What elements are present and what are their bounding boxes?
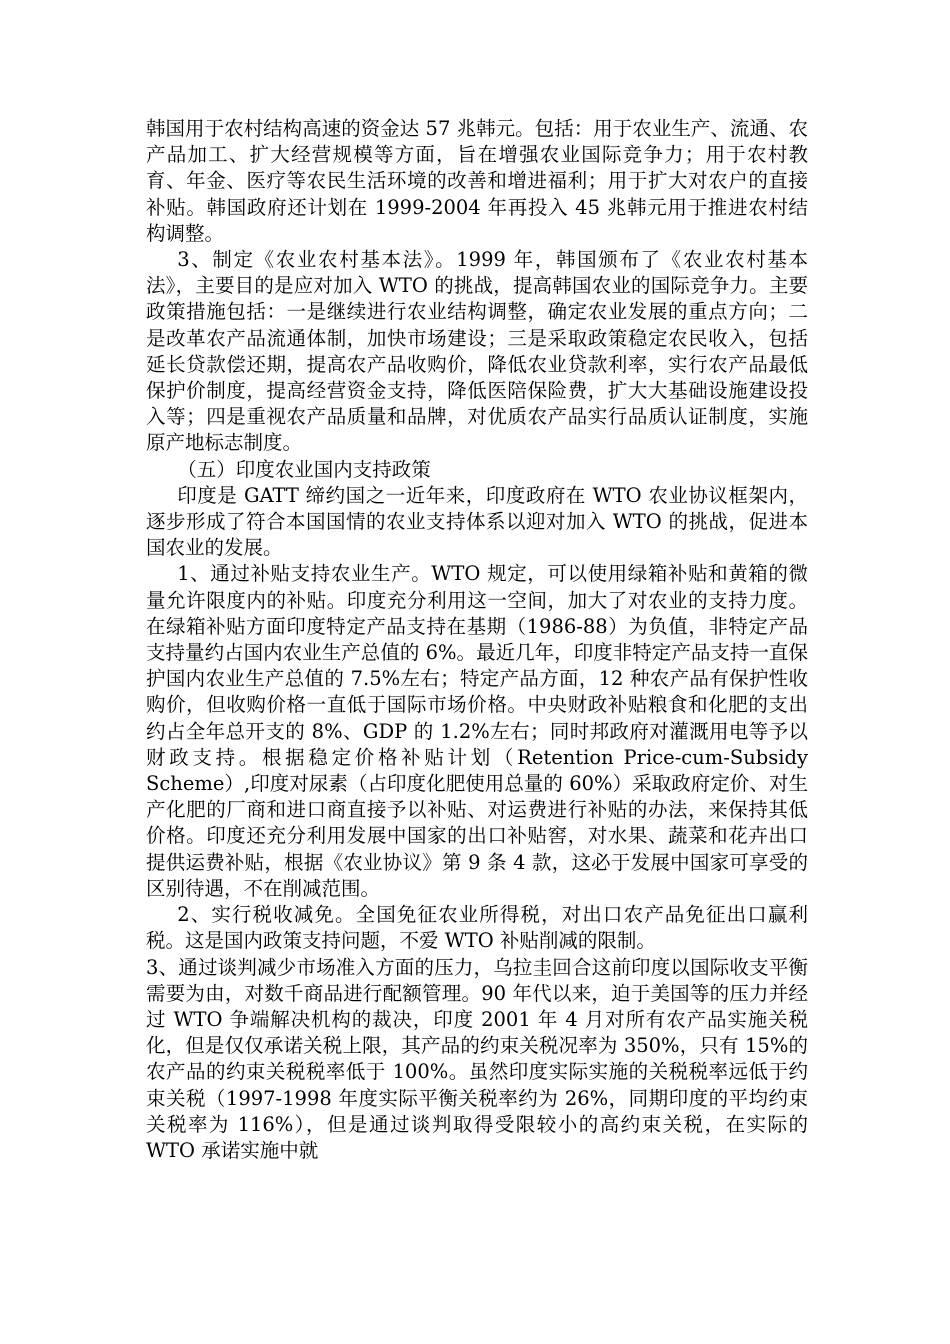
document-body <box>146 116 808 1164</box>
section-heading-india: （五）印度农业国内支持政策 <box>177 457 431 481</box>
paragraph-india-intro: 印度是 GATT 缔约国之一近年来，印度政府在 WTO 农业协议框架内，逐步形成了符合本国国情的农业支持体系以迎对加入 WTO 的挑战，促进本国农业的发展。 <box>146 483 808 560</box>
paragraph-india-market-access: 3、通过谈判减少市场准入方面的压力，乌拉圭回合这前印度以国际收支平衡需要为由，对数千商品进行配额管理。90 年代以来，迫于美国等的压力并经过 WTO 争端解决机构的裁决，印度 2001 年 4 月对所有农产品实施关税化，但是仅仅承诺关税上限，其产品的约束关税况率为 350%，只有 15%的农产品的约束关税税率低于 100%。虽然印度实际实施的关税税率远低于约束关税（1997-1998 年度实际平衡关税率约为 26%，同期印度的平均约束关税率为 116%），但是通过谈判取得受限较小的高约束关税，在实际的 WTO 承诺实施中就 <box>146 955 808 1162</box>
paragraph-india-subsidies: 1、通过补贴支持农业生产。WTO 规定，可以使用绿箱补贴和黄箱的微量允许限度内的补贴。印度充分利用这一空间，加大了对农业的支持力度。在绿箱补贴方面印度特定产品支持在基期（1986-88）为负值，非特定产品支持量约占国内农业生产总值的 6%。最近几年，印度非特定产品支持一直保护国内农业生产总值的 7.5%左右；特定产品方面，12 种农产品有保护性收购价，但收购价格一直低于国际市场价格。中央财政补贴粮食和化肥的支出约占全年总开支的 8%、GDP 的 1.2%左右；同时邦政府对灌溉用电等予以财政支持。根据稳定价格补贴计划（Retention Price-cum-Subsidy Scheme）,印度对尿素（占印度化肥使用总量的 60%）采取政府定价、对生产化肥的厂商和进口商直接予以补贴、对运费进行补贴的办法，来保持其低价格。印度还充分利用发展中国家的出口补贴窖，对水果、蔬菜和花卉出口提供运费补贴，根据《农业协议》第 9 条 4 款，这必于发展中国家可享受的区别待遇，不在削减范围。 <box>146 562 808 900</box>
paragraph-india-tax: 2、实行税收减免。全国免征农业所得税，对出口农产品免征出口赢利税。这是国内政策支持问题，不爱 WTO 补贴削减的限制。 <box>146 903 808 953</box>
paragraph-korea-funds: 韩国用于农村结构高速的资金达 57 兆韩元。包括：用于农业生产、流通、农产品加工、扩大经营规模等方面，旨在增强农业国际竞争力；用于农村教育、年金、医疗等农民生活环境的改善和增进福利；用于扩大对农户的直接补贴。韩国政府还计划在 1999-2004 年再投入 45 兆韩元用于推进农村结构调整。 <box>146 117 808 245</box>
paragraph-korea-basic-law: 3、制定《农业农村基本法》。1999 年，韩国颁布了《农业农村基本法》，主要目的是应对加入 WTO 的挑战，提高韩国农业的国际竞争力。主要政策措施包括：一是继续进行农业结构调整，确定农业发展的重点方向；二是改革农产品流通体制，加快市场建设；三是采取政策稳定农民收入，包括延长贷款偿还期，提高农产品收购价，降低农业贷款利率，实行农产品最低保护价制度，提高经营资金支持，降低医陪保险费，扩大大基础设施建设投入等；四是重视农产品质量和品牌，对优质农产品实行品质认证制度，实施原产地标志制度。 <box>146 248 808 455</box>
